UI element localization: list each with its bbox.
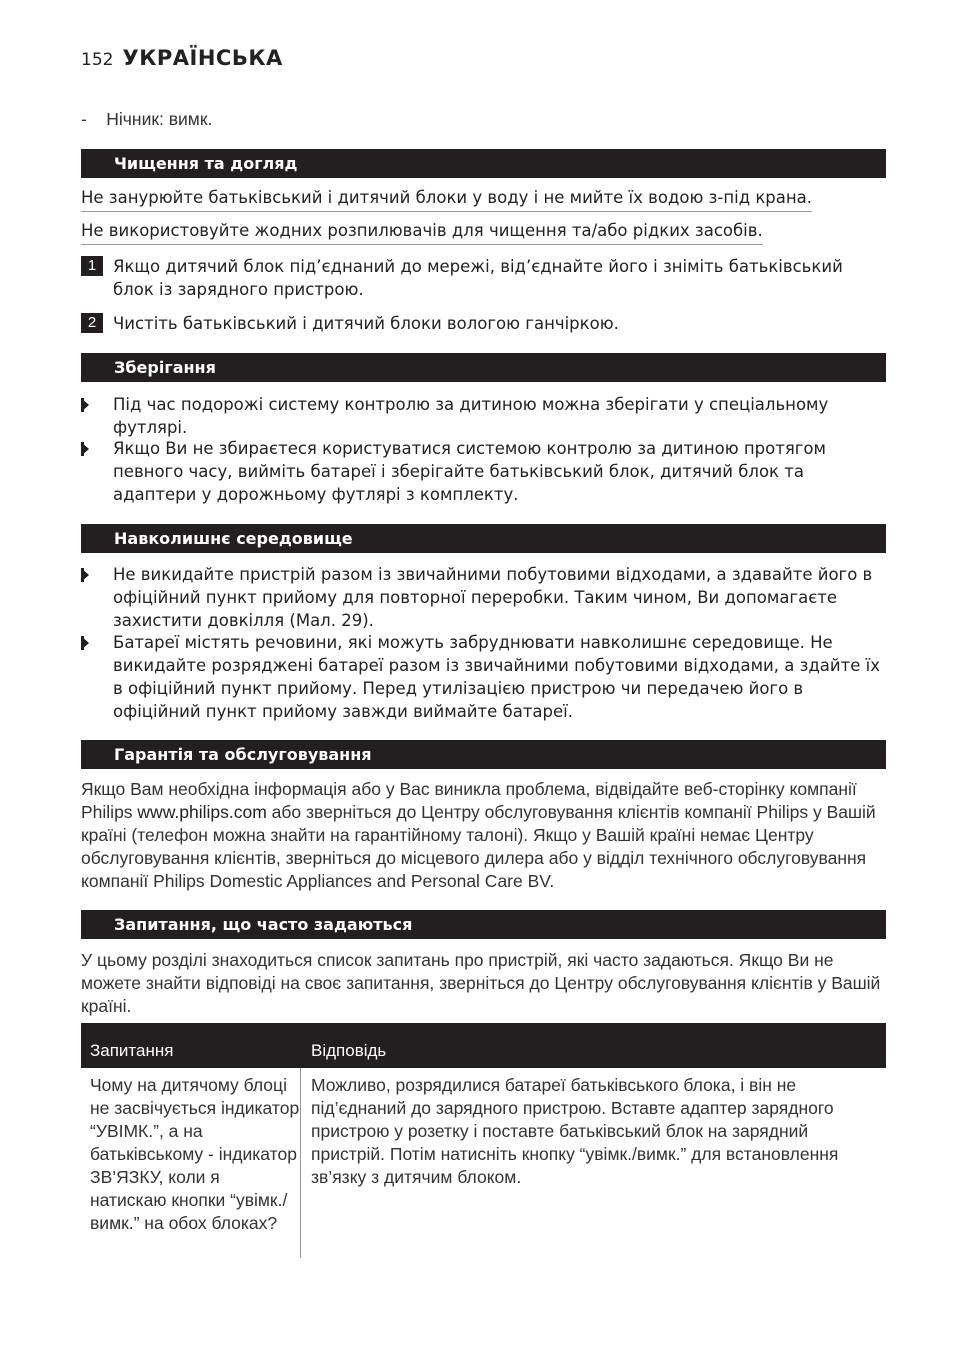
section-heading-cleaning: Чищення та догляд [81,149,886,178]
faq-column-answer: Відповідь [311,1041,387,1060]
faq-intro: У цьому розділі знаходиться список запитань про пристрій, які часто задаються. Якщо Ви не можете знайти відповіді на своє запитання, зверніться до Центру обслуговування клієнтів у Вашій країні. [81,950,881,1016]
storage-bullet [81,393,886,439]
section-heading-guarantee: Гарантія та обслуговування [81,740,886,769]
cleaning-step [81,255,886,301]
bullet-text: Батареї містять речовини, які можуть забруднювати навколишнє середовище. Не викидайте розряджені батареї разом із звичайними побутовими відходами, а здайте їх в офіційний пункт прийому. Перед утилізацією пристрою чи передачею його в офіційний пункт прийому завжди виймайте батареї. [113,633,880,721]
faq-table-header [81,1023,886,1068]
step-text: Якщо дитячий блок під’єднаний до мережі, від’єднайте його і зніміть батьківський блок із зарядного пристрою. [113,257,843,299]
page-language-title: УКРАЇНСЬКА [122,46,283,70]
section-heading-environment: Навколишнє середовище [81,524,886,553]
bullet-text: Якщо Ви не збираєтеся користуватися системою контролю за дитиною протягом певного часу, вийміть батареї і зберігайте батьківський блок, дитячий блок та адаптери у дорожньому футлярі з комплекту. [113,439,826,504]
guarantee-paragraph [81,778,886,893]
bullet-icon [81,442,89,456]
step-number: 1 [81,256,103,276]
intro-list-item: - Нічник: вимк. [81,109,213,129]
section-heading-faq: Запитання, що часто задаються [81,910,886,939]
step-number: 2 [81,313,103,333]
cleaning-step [81,312,886,335]
faq-question-cell: Чому на дитячому блоці не засвічується індикатор “УВІМК.”, а на батьківському - індикатор ЗВ’ЯЗКУ, коли я натискаю кнопки “увімк./вимк.” на обох блоках? [90,1075,300,1233]
bullet-icon [81,398,89,412]
bullet-text: Під час подорожі систему контролю за дитиною можна зберігати у спеціальному футлярі. [113,395,829,437]
bullet-text: Не викидайте пристрій разом із звичайними побутовими відходами, а здавайте його в офіційний пункт прийому для повторної переробки. Таким чином, Ви допомагаєте захистити довкілля (Мал. 29). [113,565,873,630]
storage-bullet [81,437,886,506]
environment-bullet [81,563,886,632]
page-number: 152 [81,50,114,70]
faq-answer-cell: Можливо, розрядилися батареї батьківського блока, і він не під’єднаний до зарядного пристрою. Вставте адаптер зарядного пристрою у розетку і поставте батьківський блок на зарядний пристрій. Потім натисніть кнопку “увімк./вимк.” для встановлення зв’язку з дитячим блоком. [311,1075,839,1187]
bullet-icon [81,636,89,650]
section-heading-storage: Зберігання [81,353,886,382]
guarantee-text-before: Якщо Вам необхідна інформація або у Вас виникла проблема, відвідайте веб-сторінку компанії Philips [81,779,857,822]
faq-column-question: Запитання [90,1041,174,1060]
step-text: Чистіть батьківський і дитячий блоки вологою ганчіркою. [113,314,619,333]
environment-bullet [81,631,886,723]
cleaning-warning-1: Не занурюйте батьківський і дитячий блоки у воду і не мийте їх водою з-під крана. [81,187,812,212]
guarantee-text-after: або зверніться до Центру обслуговування клієнтів компанії Philips у Вашій країні (телефон можна знайти на гарантійному талоні). Якщо у Вашій країні немає Центру обслуговування клієнтів, зверніться до місцевого дилера або у відділ технічного обслуговування компанії Philips Domestic Appliances and Personal Care BV. [81,802,876,891]
table-divider [300,1068,301,1258]
page-header [81,46,283,70]
philips-website-link[interactable]: www.philips.com [137,802,267,822]
cleaning-warning-2: Не використовуйте жодних розпилювачів для чищення та/або рідких засобів. [81,220,763,245]
bullet-icon [81,568,89,582]
